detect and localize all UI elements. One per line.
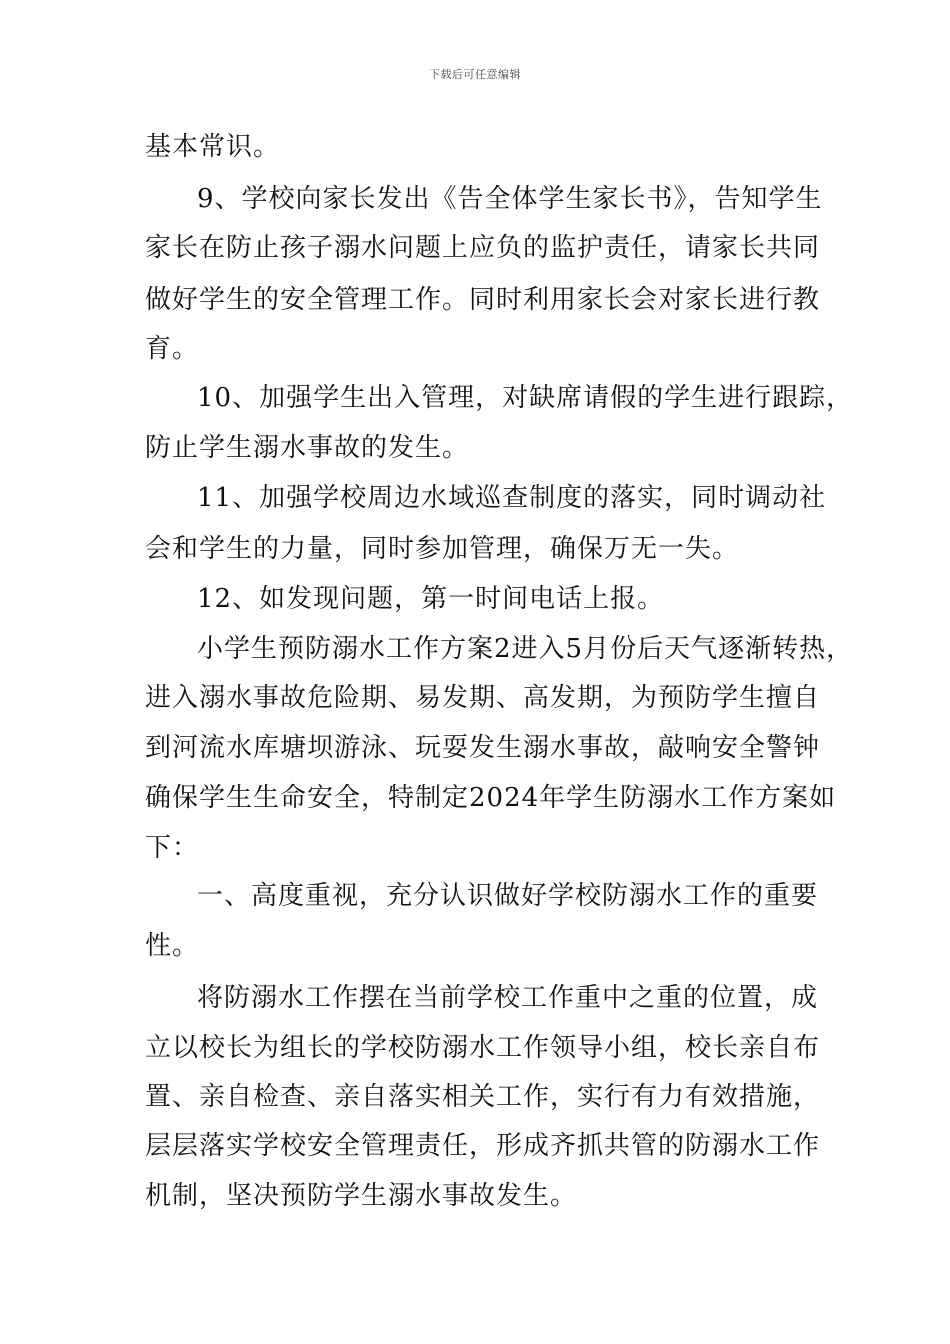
text-line: 立以校长为组长的学校防溺水工作领导小组，校长亲自布 [145, 1033, 821, 1063]
text-line: 机制，坚决预防学生溺水事故发生。 [145, 1181, 578, 1211]
text-line: 会和学生的力量，同时参加管理，确保万无一失。 [145, 534, 740, 564]
header-note: 下载后可任意编辑 [429, 68, 521, 81]
text-line: 育。 [145, 334, 200, 364]
text-line: 12、如发现问题，第一时间电话上报。 [197, 584, 665, 614]
text-line: 11、加强学校周边水域巡查制度的落实，同时调动社 [197, 483, 827, 513]
text-line: 将防溺水工作摆在当前学校工作重中之重的位置，成 [197, 983, 819, 1013]
text-line: 基本常识。 [145, 132, 281, 162]
text-line: 置、亲自检查、亲自落实相关工作，实行有力有效措施， [145, 1082, 821, 1112]
text-line: 做好学生的安全管理工作。同时利用家长会对家长进行教 [145, 285, 821, 315]
text-line: 层层落实学校安全管理责任，形成齐抓共管的防溺水工作 [145, 1131, 821, 1161]
text-line: 性。 [145, 931, 200, 961]
text-line: 进入溺水事故危险期、易发期、高发期，为预防学生擅自 [145, 683, 821, 713]
text-line: 下： [145, 833, 200, 863]
text-line: 确保学生生命安全，特制定2024年学生防溺水工作方案如 [145, 783, 837, 813]
text-line: 家长在防止孩子溺水问题上应负的监护责任，请家长共同 [145, 233, 821, 263]
text-line: 小学生预防溺水工作方案2进入5月份后天气逐渐转热， [197, 634, 854, 664]
text-line: 10、加强学生出入管理，对缺席请假的学生进行跟踪， [197, 383, 854, 413]
text-line: 防止学生溺水事故的发生。 [145, 433, 470, 463]
text-line: 9、学校向家长发出《告全体学生家长书》，告知学生 [197, 184, 823, 214]
text-line: 一、高度重视，充分认识做好学校防溺水工作的重要 [197, 881, 819, 911]
text-line: 到河流水库塘坝游泳、玩耍发生溺水事故，敲响安全警钟 [145, 733, 821, 763]
